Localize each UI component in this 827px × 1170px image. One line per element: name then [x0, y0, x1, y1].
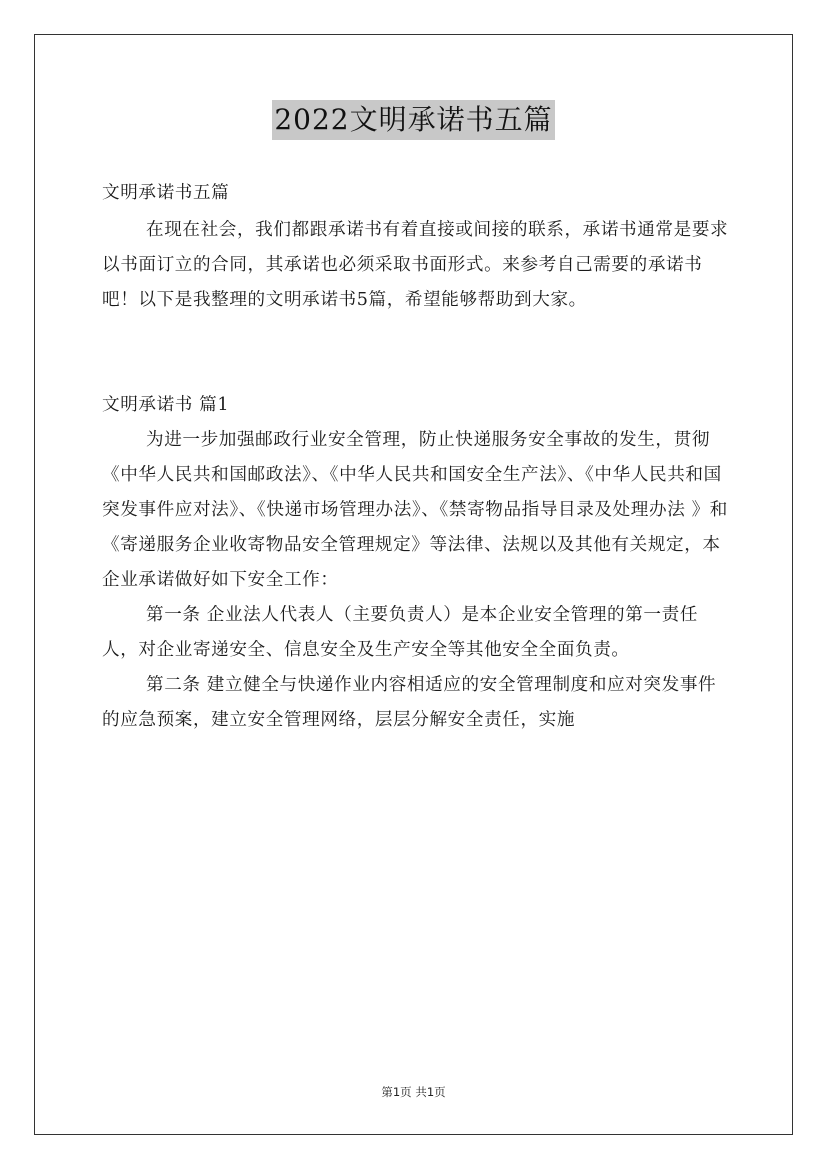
page-number: 第1页 共1页: [381, 1085, 446, 1099]
section-paragraph: 第一条 企业法人代表人（主要负责人）是本企业安全管理的第一责任人，对企业寄递安全、信息安全及生产安全等其他安全全面负责。: [102, 605, 699, 660]
document-title: 2022文明承诺书五篇: [272, 100, 554, 140]
document-subtitle: 文明承诺书五篇: [102, 183, 230, 203]
intro-paragraph: 在现在社会，我们都跟承诺书有着直接或间接的联系，承诺书通常是要求以书面订立的合同，其承诺也必须采取书面形式。来参考自己需要的承诺书吧！以下是我整理的文明承诺书5篇，希望能够帮助到大家。: [102, 220, 729, 310]
document-body: [102, 176, 734, 738]
title-wrap: [0, 100, 827, 140]
section-paragraph: 为进一步加强邮政行业安全管理，防止快递服务安全事故的发生，贯彻《中华人民共和国邮政法》、《中华人民共和国安全生产法》、《中华人民共和国突发事件应对法》、《快递市场管理办法》、《禁寄物品指导目录及处理办法 》和《寄递服务企业收寄物品安全管理规定》等法律、法规以及其他有关规定，本企业承诺做好如下安全工作：: [102, 430, 728, 590]
section-heading: 文明承诺书 篇1: [102, 395, 230, 415]
page-footer: [0, 1084, 827, 1100]
section-paragraph: 第二条 建立健全与快递作业内容相适应的安全管理制度和应对突发事件的应急预案，建立安全管理网络，层层分解安全责任，实施: [102, 675, 717, 730]
